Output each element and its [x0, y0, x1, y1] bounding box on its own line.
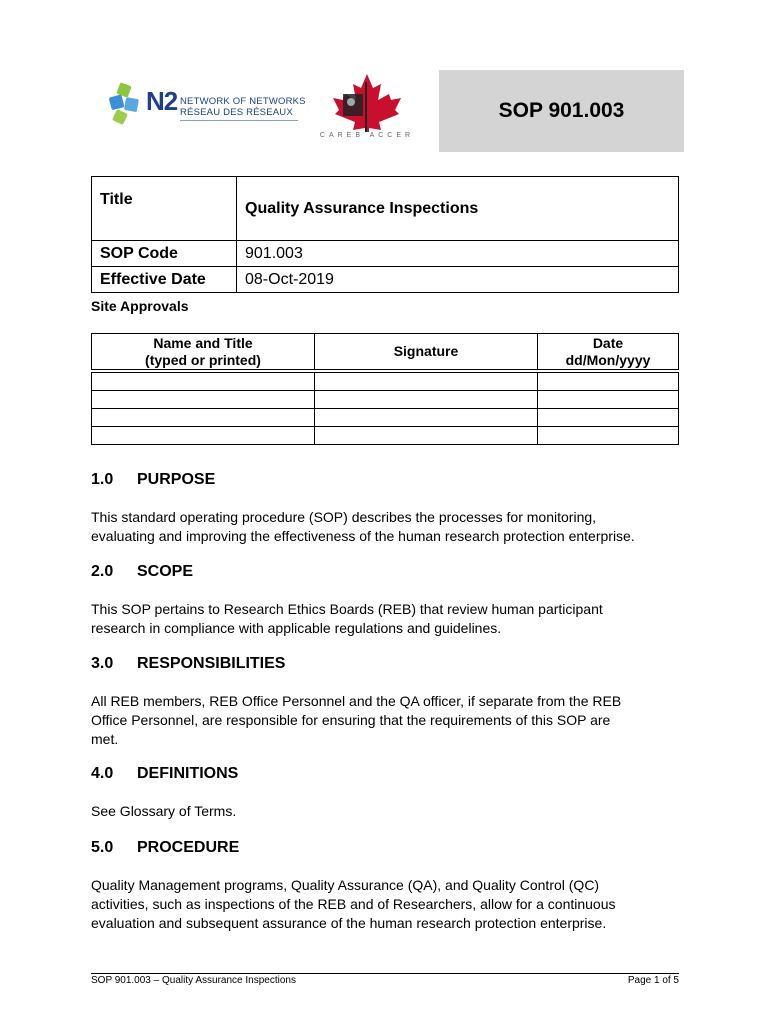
title-value: Quality Assurance Inspections [237, 177, 679, 241]
section-title: PURPOSE [137, 471, 216, 488]
purpose-paragraph [91, 508, 691, 546]
text-line: activities, such as inspections of the REB and of Researchers, allow for a continuous [91, 896, 616, 912]
approval-date-cell[interactable] [538, 373, 679, 391]
section-number: 2.0 [91, 563, 114, 580]
date-label: Effective Date [92, 267, 237, 293]
title-row [92, 177, 679, 241]
maple-leaf-icon [305, 72, 429, 132]
responsibilities-paragraph [91, 692, 691, 749]
definitions-paragraph [91, 802, 691, 821]
site-approvals-heading: Site Approvals [91, 298, 189, 314]
procedure-paragraph [91, 876, 691, 933]
n2-mark: N2 [146, 86, 178, 116]
approval-signature-cell[interactable] [315, 427, 538, 445]
approval-name-cell[interactable] [92, 409, 315, 427]
approval-date-cell[interactable] [538, 409, 679, 427]
approval-signature-cell[interactable] [315, 373, 538, 391]
section-number: 1.0 [91, 471, 114, 488]
date-row [92, 267, 679, 293]
text-line: evaluation and subsequent assurance of the human research protection enterprise. [91, 915, 607, 931]
footer-divider [91, 973, 679, 974]
col-name-line2: (typed or printed) [145, 351, 261, 368]
scope-paragraph [91, 600, 691, 638]
code-label: SOP Code [92, 241, 237, 267]
text-line: This standard operating procedure (SOP) describes the processes for monitoring, [91, 509, 597, 525]
code-value: 901.003 [237, 241, 679, 267]
col-name-title [92, 334, 315, 370]
careb-text: CAREB ACCER [319, 132, 415, 139]
sop-number: SOP 901.003 [498, 99, 625, 122]
section-heading-procedure [91, 839, 239, 857]
footer-page-number: Page 1 of 5 [627, 975, 679, 986]
approval-row [92, 373, 679, 391]
approval-signature-cell[interactable] [315, 391, 538, 409]
approval-date-cell[interactable] [538, 427, 679, 445]
text-line: Office Personnel, are responsible for ensuring that the requirements of this SOP are [91, 712, 611, 728]
approval-row [92, 409, 679, 427]
section-title: SCOPE [137, 563, 194, 580]
date-value: 08-Oct-2019 [237, 267, 679, 293]
sop-info-table [91, 176, 679, 293]
section-number: 5.0 [91, 839, 114, 856]
careb-logo [305, 72, 429, 152]
text-line: All REB members, REB Office Personnel and the QA officer, if separate from the REB [91, 693, 622, 709]
approval-name-cell[interactable] [92, 373, 315, 391]
section-title: RESPONSIBILITIES [137, 655, 286, 672]
approval-row [92, 391, 679, 409]
section-heading-responsibilities [91, 655, 285, 673]
code-row [92, 241, 679, 267]
section-number: 4.0 [91, 765, 114, 782]
section-heading-definitions [91, 765, 238, 783]
text-line: This SOP pertains to Research Ethics Boards (REB) that review human participant [91, 601, 603, 617]
col-date-line2: dd/Mon/yyyy [565, 351, 651, 368]
section-number: 3.0 [91, 655, 114, 672]
n2-line1: NETWORK OF NETWORKS [180, 96, 306, 107]
col-signature: Signature [315, 334, 538, 370]
title-label: Title [92, 177, 237, 241]
approval-name-cell[interactable] [92, 427, 315, 445]
text-line: evaluating and improving the effectiveness of the human research protection enterprise. [91, 528, 635, 544]
n2-underline [180, 120, 298, 121]
section-title: DEFINITIONS [137, 765, 239, 782]
text-line: See Glossary of Terms. [91, 803, 237, 819]
section-heading-scope [91, 563, 193, 581]
col-date-line1: Date [592, 334, 624, 351]
approval-name-cell[interactable] [92, 391, 315, 409]
sop-number-box [439, 70, 684, 152]
approval-row [92, 427, 679, 445]
puzzle-icon [108, 82, 148, 128]
approval-signature-cell[interactable] [315, 409, 538, 427]
approval-date-cell[interactable] [538, 391, 679, 409]
approvals-header-row [92, 334, 679, 370]
text-line: research in compliance with applicable regulations and guidelines. [91, 620, 502, 636]
col-name-line1: Name and Title [153, 334, 253, 351]
section-heading-purpose [91, 471, 215, 489]
footer-doc-title: SOP 901.003 – Quality Assurance Inspections [91, 975, 296, 986]
text-line: met. [91, 731, 119, 747]
n2-logo [108, 82, 306, 128]
col-date [538, 334, 679, 370]
text-line: Quality Management programs, Quality Assurance (QA), and Quality Control (QC) [91, 877, 600, 893]
n2-line2: RÉSEAU DES RÉSEAUX [180, 107, 293, 118]
approvals-table [91, 333, 679, 445]
section-title: PROCEDURE [137, 839, 240, 856]
